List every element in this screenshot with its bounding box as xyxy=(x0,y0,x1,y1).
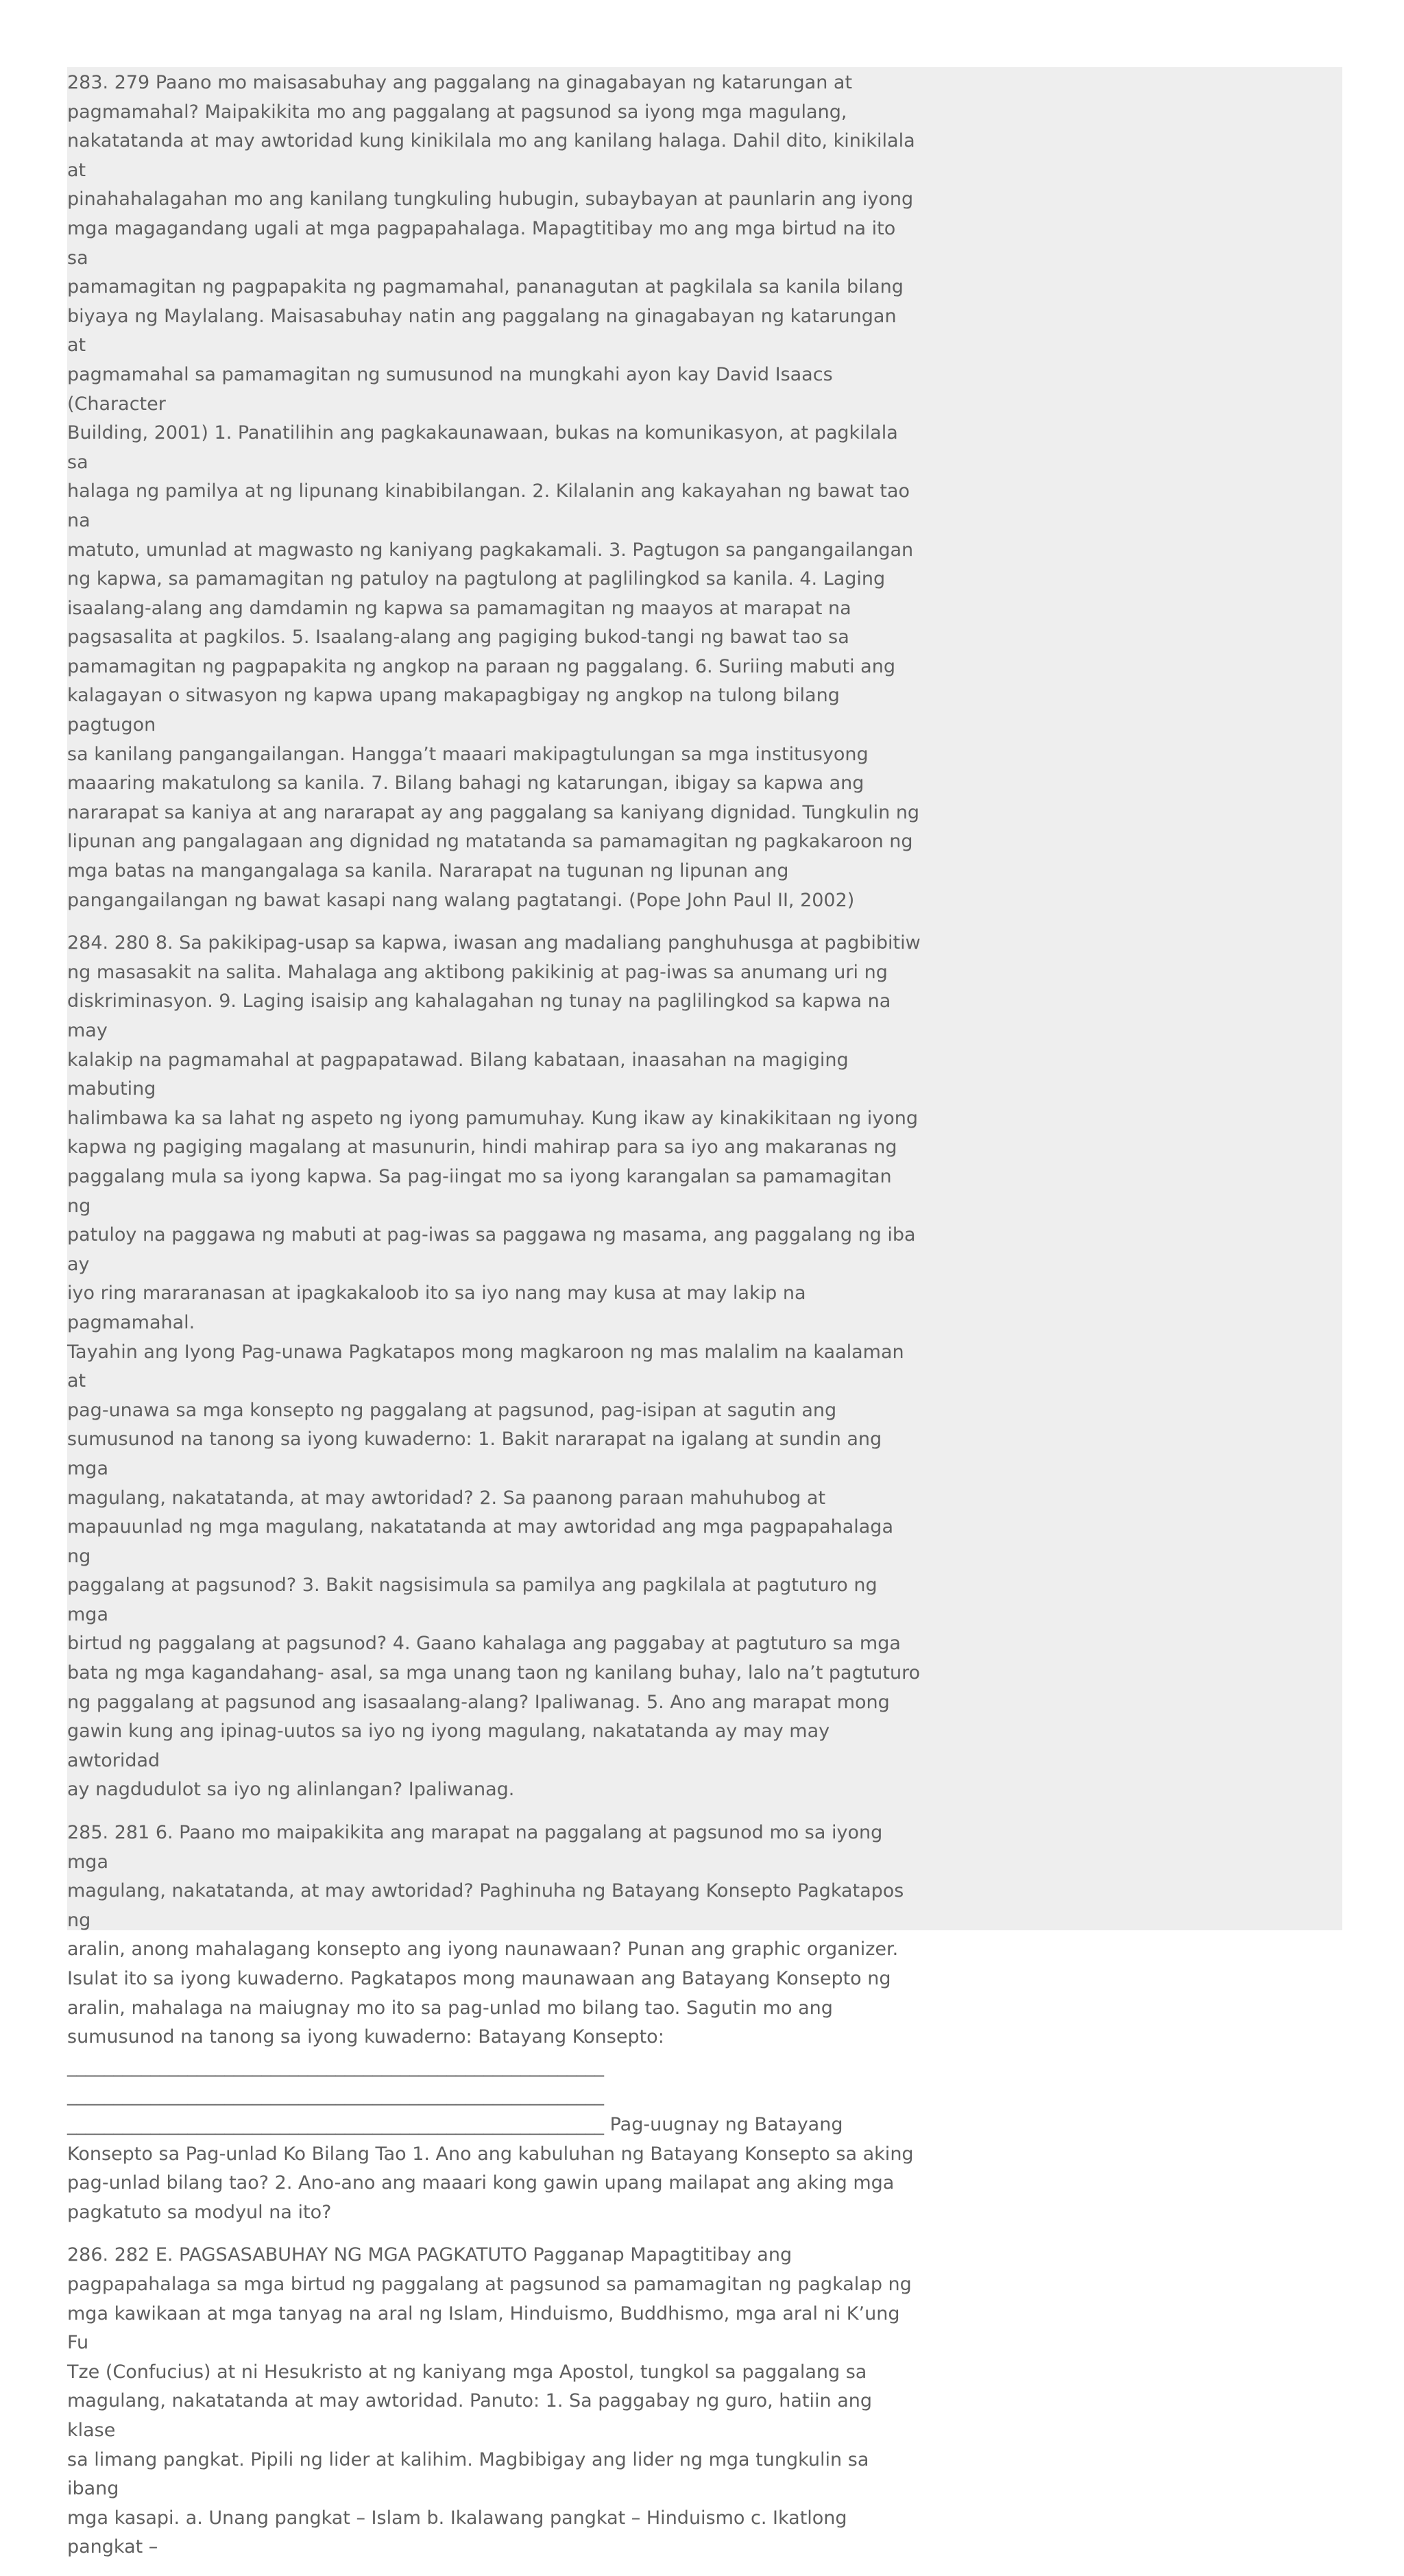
document-body xyxy=(67,69,921,2576)
paragraph-286: 286. 282 E. PAGSASABUHAY NG MGA PAGKATUTO Pagganap Mapagtitibay ang pagpapahalaga sa mga birtud ng paggalang at pagsunod sa pamamagitan ng pagkalap ng mga kawikaan at mga tanyag na aral ng Islam, Hinduismo, Buddhismo, mga aral ni K’ung Fu Tze (Confucius) at ni Hesukristo at ng kaniyang mga Apostol, tungkol sa paggalang sa magulang, nakatatanda at may awtoridad. Panuto: 1. Sa paggabay ng guro, hatiin ang klase sa limang pangkat. Pipili ng lider at kalihim. Magbibigay ang lider ng mga tungkulin sa ibang mga kasapi. a. Unang pangkat – Islam b. Ikalawang pangkat – Hinduismo c. Ikatlong pangkat – xyxy=(67,2244,912,2558)
paragraph-284: 284. 280 8. Sa pakikipag-usap sa kapwa, iwasan ang madaliang panghuhusga at pagbibitiw ng masasakit na salita. Mahalaga ang aktibong pakikinig at pag-iwas sa anumang uri ng diskriminasyon. 9. Laging isaisip ang kahalagahan ng tunay na paglilingkod sa kapwa na may kalakip na pagmamahal at pagpapatawad. Bilang kabataan, inaasahan na magiging mabuting halimbawa ka sa lahat ng aspeto ng iyong pamumuhay. Kung ikaw ay kinakikitaan ng iyong kapwa ng pagiging magalang at masunurin, hindi mahirap para sa iyo ang makaranas ng paggalang mula sa iyong kapwa. Sa pag-iingat mo sa iyong karangalan sa pamamagitan ng patuloy na paggawa ng mabuti at pag-iwas sa paggawa ng masama, ang paggalang ng iba ay iyo ring mararanasan at ipagkakaloob ito sa iyo nang may kusa at may lakip na pagmamahal. Tayahin ang Iyong Pag-unawa Pagkatapos mong magkaroon ng mas malalim na kaalaman at pag-unawa sa mga konsepto ng paggalang at pagsunod, pag-isipan at sagutin ang sumusunod na tanong sa iyong kuwaderno: 1. Bakit nararapat na igalang at sundin ang mga magulang, nakatatanda, at may awtoridad? 2. Sa paanong paraan mahuhubog at mapauunlad ng mga magulang, nakatatanda at may awtoridad ang mga pagpapahalaga ng paggalang at pagsunod? 3. Bakit nagsisimula sa pamilya ang pagkilala at pagtuturo ng mga birtud ng paggalang at pagsunod? 4. Gaano kahalaga ang paggabay at pagtuturo sa mga bata ng mga kagandahang- asal, sa mga unang taon ng kanilang buhay, lalo na’t pagtuturo ng paggalang at pagsunod ang isasaalang-alang? Ipaliwanag. 5. Ano ang marapat mong gawin kung ang ipinag-uutos sa iyo ng iyong magulang, nakatatanda ay may may awtoridad ay nagdudulot sa iyo ng alinlangan? Ipaliwanag. xyxy=(67,932,921,1801)
paragraph-285: 285. 281 6. Paano mo maipakikita ang marapat na paggalang at pagsunod mo sa iyong mga magulang, nakatatanda, at may awtoridad? Paghinuha ng Batayang Konsepto Pagkatapos ng aralin, anong mahalagang konsepto ang iyong naunawaan? Punan ang graphic organizer. Isulat ito sa iyong kuwaderno. Pagkatapos mong maunawaan ang Batayang Konsepto ng aralin, mahalaga na maiugnay mo ito sa pag-unlad mo bilang tao. Sagutin mo ang sumusunod na tanong sa iyong kuwaderno: Batayang Konsepto: __________________________________________________________ __________________________________________________________ __________________________________________________________ Pag-uugnay ng Batayang Konsepto sa Pag-unlad Ko Bilang Tao 1. Ano ang kabuluhan ng Batayang Konsepto sa aking pag-unlad bilang tao? 2. Ano-ano ang maaari kong gawin upang mailapat ang aking mga pagkatuto sa modyul na ito? xyxy=(67,1822,914,2223)
paragraph-283: 283. 279 Paano mo maisasabuhay ang paggalang na ginagabayan ng katarungan at pagmamahal? Maipakikita mo ang paggalang at pagsunod sa iyong mga magulang, nakatatanda at may awtoridad kung kinikilala mo ang kanilang halaga. Dahil dito, kinikilala at pinahahalagahan mo ang kanilang tungkuling hubugin, subaybayan at paunlarin ang iyong mga magagandang ugali at mga pagpapahalaga. Mapagtitibay mo ang mga birtud na ito sa pamamagitan ng pagpapakita ng pagmamahal, pananagutan at pagkilala sa kanila bilang biyaya ng Maylalang. Maisasabuhay natin ang paggalang na ginagabayan ng katarungan at pagmamahal sa pamamagitan ng sumusunod na mungkahi ayon kay David Isaacs (Character Building, 2001) 1. Panatilihin ang pagkakaunawaan, bukas na komunikasyon, at pagkilala sa halaga ng pamilya at ng lipunang kinabibilangan. 2. Kilalanin ang kakayahan ng bawat tao na matuto, umunlad at magwasto ng kaniyang pagkakamali. 3. Pagtugon sa pangangailangan ng kapwa, sa pamamagitan ng patuloy na pagtulong at paglilingkod sa kanila. 4. Laging isaalang-alang ang damdamin ng kapwa sa pamamagitan ng maayos at marapat na pagsasalita at pagkilos. 5. Isaalang-alang ang pagiging bukod-tangi ng bawat tao sa pamamagitan ng pagpapakita ng angkop na paraan ng paggalang. 6. Suriing mabuti ang kalagayan o sitwasyon ng kapwa upang makapagbigay ng angkop na tulong bilang pagtugon sa kanilang pangangailangan. Hangga’t maaari makipagtulungan sa mga institusyong maaaring makatulong sa kanila. 7. Bilang bahagi ng katarungan, ibigay sa kapwa ang nararapat sa kaniya at ang nararapat ay ang paggalang sa kaniyang dignidad. Tungkulin ng lipunan ang pangalagaan ang dignidad ng matatanda sa pamamagitan ng pagkakaroon ng mga batas na mangangalaga sa kanila. Nararapat na tugunan ng lipunan ang pangangailangan ng bawat kasapi nang walang pagtatangi. (Pope John Paul II, 2002) xyxy=(67,72,920,911)
